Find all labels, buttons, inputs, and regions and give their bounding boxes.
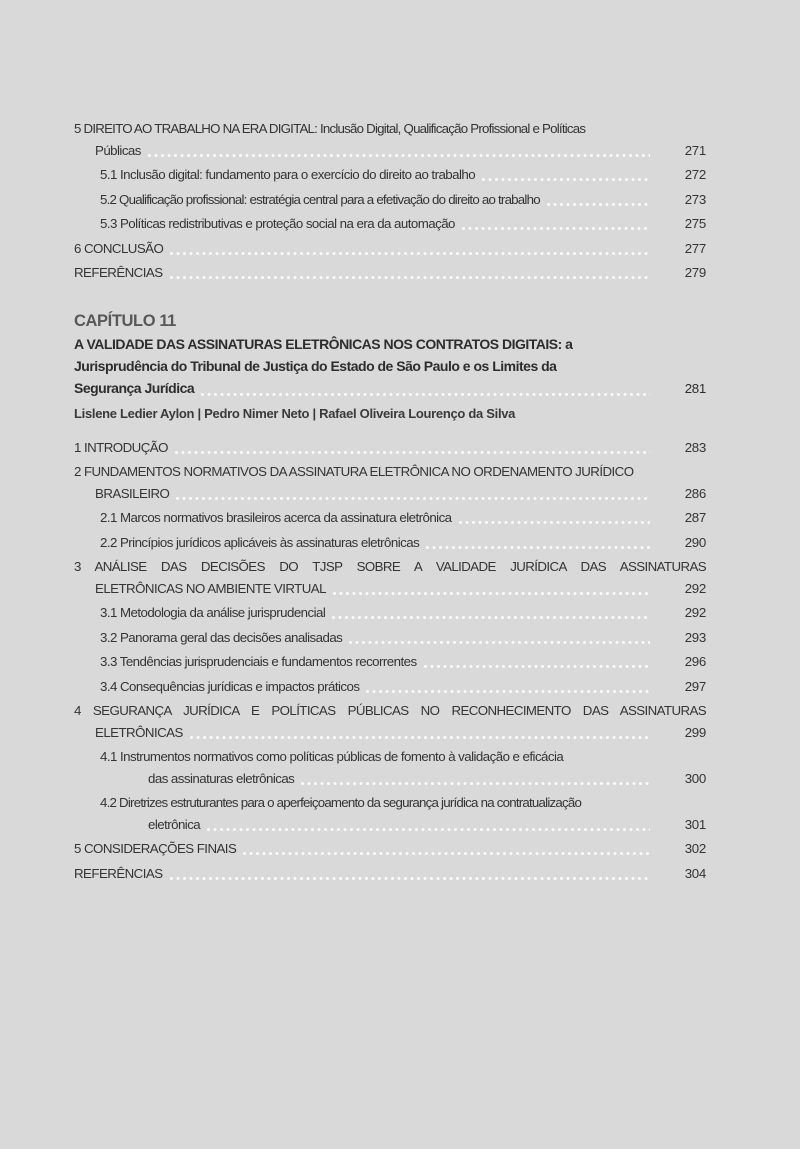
toc-entry-text: 3.4 Consequências jurídicas e impactos práticos	[100, 678, 360, 694]
toc-entry	[74, 746, 706, 789]
toc-line	[74, 863, 706, 885]
page-number: 299	[684, 724, 706, 740]
page-number: 273	[684, 191, 706, 207]
dot-leader	[459, 521, 650, 524]
toc-entry	[74, 507, 706, 529]
page-number: 296	[684, 654, 706, 670]
toc-line	[100, 602, 706, 624]
toc-line	[95, 483, 706, 505]
toc-line	[100, 164, 706, 186]
toc-line	[74, 838, 706, 860]
page-number: 304	[684, 865, 706, 881]
toc-entry-text: 2 FUNDAMENTOS NORMATIVOS DA ASSINATURA ELETRÔNICA NO ORDENAMENTO JURÍDICO	[74, 464, 634, 480]
toc-entry-text: 4.2 Diretrizes estruturantes para o aperfeiçoamento da segurança jurídica na contratualização	[100, 795, 582, 811]
chapter-title-text: Jurisprudência do Tribunal de Justiça do Estado de São Paulo e os Limites da	[74, 357, 557, 374]
dot-leader	[176, 497, 650, 500]
dot-leader	[170, 276, 650, 279]
toc-entry	[74, 118, 706, 161]
toc-line	[74, 556, 706, 578]
toc-entry	[74, 437, 706, 459]
page-number: 292	[684, 580, 706, 596]
chapter-title-line	[74, 377, 706, 400]
toc-entry-text: 2.1 Marcos normativos brasileiros acerca da assinatura eletrônica	[100, 510, 452, 526]
toc-line	[100, 676, 706, 698]
dot-leader	[482, 178, 650, 181]
chapter-kicker: CAPÍTULO 11	[74, 311, 176, 330]
toc-entry-text: 4 SEGURANÇA JURÍDICA E POLÍTICAS PÚBLICAS NO RECONHECIMENTO DAS ASSINATURAS	[74, 703, 706, 719]
toc-entry	[74, 238, 706, 260]
toc-line	[100, 746, 706, 768]
toc-line	[74, 262, 706, 284]
dot-leader	[207, 828, 650, 831]
toc-entry	[74, 213, 706, 235]
toc-entry	[74, 461, 706, 504]
toc-line	[100, 213, 706, 235]
page-number: 300	[684, 770, 706, 786]
toc-entry	[74, 838, 706, 860]
toc-entry-text: REFERÊNCIAS	[74, 865, 163, 881]
toc-line	[74, 118, 706, 140]
chapter-title-text: A VALIDADE DAS ASSINATURAS ELETRÔNICAS NOS CONTRATOS DIGITAIS: a	[74, 335, 573, 352]
toc-line	[148, 814, 706, 836]
toc-entry-text: Públicas	[95, 142, 141, 158]
page-number: 277	[684, 240, 706, 256]
page-number: 281	[684, 381, 706, 397]
page-number: 272	[684, 167, 706, 182]
chapter-title-line	[74, 333, 706, 355]
toc-entry	[74, 627, 706, 649]
dot-leader	[148, 154, 650, 157]
toc-entry-text: 4.1 Instrumentos normativos como políticas públicas de fomento à validação e eficácia	[100, 749, 564, 765]
toc-line	[95, 722, 706, 744]
toc-line	[100, 189, 706, 211]
page-number: 293	[684, 629, 706, 645]
toc-entry-text: 3.2 Panorama geral das decisões analisadas	[100, 629, 343, 645]
toc-entry	[74, 262, 706, 284]
toc-entry-text: 5 CONSIDERAÇÕES FINAIS	[74, 841, 237, 857]
dot-leader	[201, 393, 650, 396]
dot-leader	[243, 852, 650, 855]
dot-leader	[170, 252, 650, 255]
dot-leader	[462, 227, 650, 230]
dot-leader	[333, 592, 650, 595]
toc-entry-text: 3.3 Tendências jurisprudenciais e fundamentos recorrentes	[100, 654, 417, 670]
toc-entry	[74, 164, 706, 186]
toc-entry	[74, 556, 706, 599]
page-number: 271	[684, 142, 706, 158]
dot-leader	[301, 782, 650, 785]
page-number: 275	[684, 216, 706, 231]
chapter-title-text: Segurança Jurídica	[74, 380, 195, 397]
page-number: 283	[684, 439, 706, 455]
toc-entry-text: ELETRÔNICAS NO AMBIENTE VIRTUAL	[95, 580, 326, 596]
toc-entry	[74, 700, 706, 743]
toc-line	[74, 238, 706, 260]
toc-entry	[74, 676, 706, 698]
toc-entry	[74, 792, 706, 835]
dot-leader	[190, 736, 650, 739]
page-number: 292	[684, 605, 706, 621]
toc-entry-text: 5.3 Políticas redistributivas e proteção social na era da automação	[100, 216, 455, 231]
toc-entry	[74, 532, 706, 554]
dot-leader	[424, 665, 650, 668]
toc-line	[74, 437, 706, 459]
dot-leader	[366, 690, 650, 693]
toc-entry-text: ELETRÔNICAS	[95, 724, 183, 740]
toc-line	[148, 768, 706, 790]
chapter-authors: Lislene Ledier Aylon | Pedro Nimer Neto | Rafael Oliveira Lourenço da Silva	[74, 405, 516, 421]
chapter-title	[74, 333, 706, 401]
page-number: 287	[684, 510, 706, 526]
page-number: 301	[684, 816, 706, 832]
toc-line	[95, 140, 706, 162]
toc-line	[95, 578, 706, 600]
toc-entry-text: BRASILEIRO	[95, 485, 170, 501]
dot-leader	[332, 616, 650, 619]
toc-entry-text: 3 ANÁLISE DAS DECISÕES DO TJSP SOBRE A VALIDADE JURÍDICA DAS ASSINATURAS	[74, 559, 706, 575]
dot-leader	[349, 641, 650, 644]
toc-entry	[74, 602, 706, 624]
toc-entry	[74, 651, 706, 673]
dot-leader	[426, 546, 650, 549]
toc-entry-text: 1 INTRODUÇÃO	[74, 439, 168, 455]
toc-entry-text: 6 CONCLUSÃO	[74, 240, 164, 256]
toc-entry	[74, 189, 706, 211]
toc-entry-text: 5.1 Inclusão digital: fundamento para o exercício do direito ao trabalho	[100, 167, 476, 182]
toc-line	[100, 627, 706, 649]
page-number: 302	[684, 841, 706, 857]
toc-line	[74, 700, 706, 722]
chapter-title-line	[74, 355, 706, 377]
page-number: 286	[684, 485, 706, 501]
dot-leader	[170, 877, 650, 880]
toc-line	[74, 461, 706, 483]
toc-line	[100, 507, 706, 529]
page-number: 297	[684, 678, 706, 694]
toc-entry-text: das assinaturas eletrônicas	[148, 770, 295, 786]
toc-entry-text: eletrônica	[148, 816, 201, 832]
toc-line	[100, 532, 706, 554]
page-number: 290	[684, 534, 706, 550]
toc-entry	[74, 863, 706, 885]
toc-entry-text: 2.2 Princípios jurídicos aplicáveis às assinaturas eletrônicas	[100, 534, 420, 550]
page-number: 279	[684, 265, 706, 280]
toc-entry-text: REFERÊNCIAS	[74, 265, 163, 280]
toc-entry-text: 5.2 Qualificação profissional: estratégia central para a efetivação do direito ao trabalho	[100, 191, 540, 207]
dot-leader	[175, 451, 650, 454]
dot-leader	[547, 203, 650, 206]
toc-line	[100, 792, 706, 814]
toc-line	[100, 651, 706, 673]
toc-entry-text: 5 DIREITO AO TRABALHO NA ERA DIGITAL: Inclusão Digital, Qualificação Profissional e Políticas	[74, 121, 586, 136]
toc-entry-text: 3.1 Metodologia da análise jurisprudencial	[100, 605, 326, 621]
